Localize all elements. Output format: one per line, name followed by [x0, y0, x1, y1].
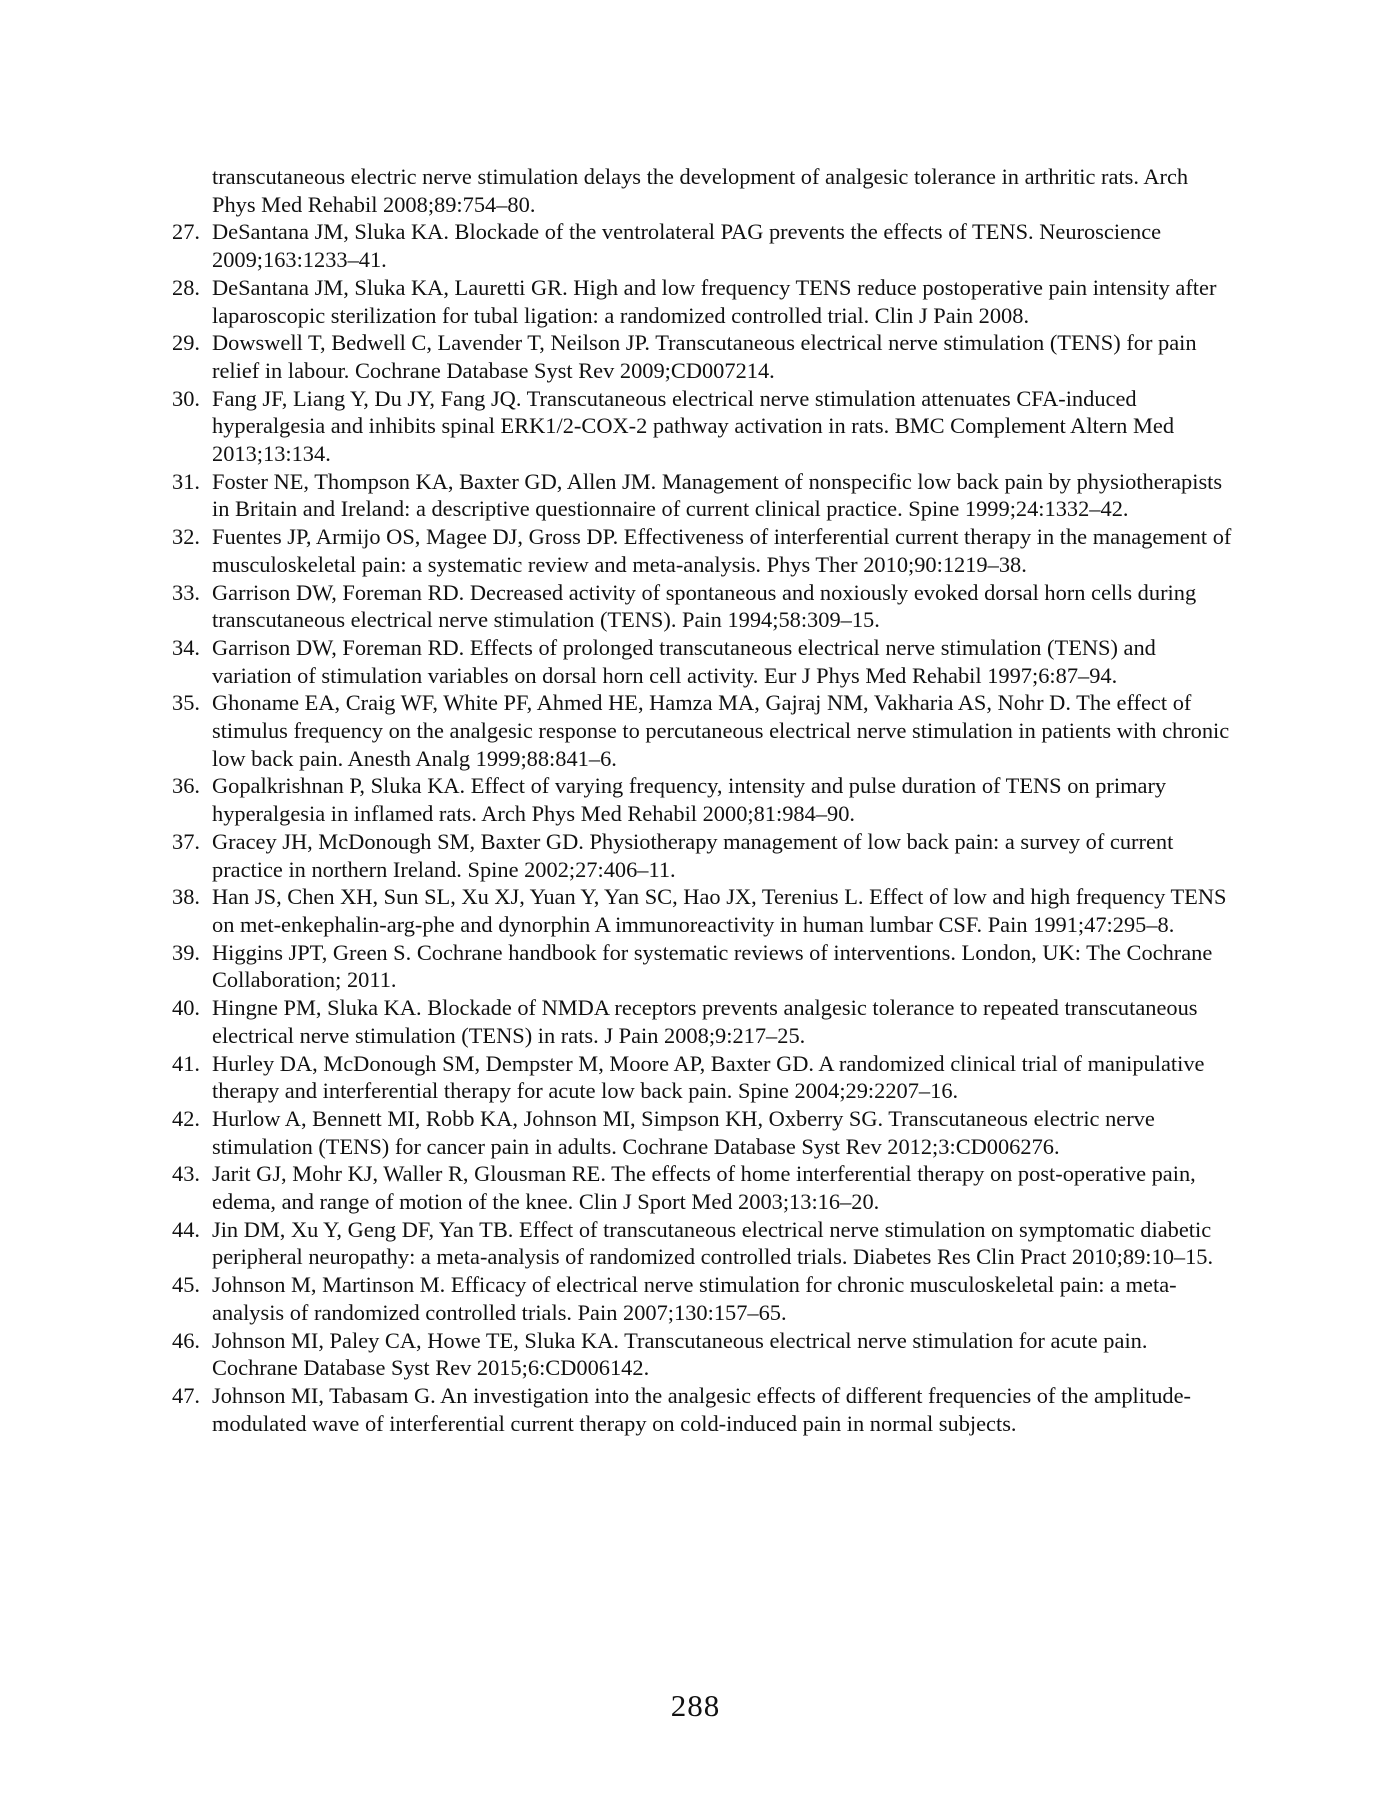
- reference-item: [172, 579, 1234, 634]
- reference-text: Fang JF, Liang Y, Du JY, Fang JQ. Transcutaneous electrical nerve stimulation attenuates CFA-induced hyperalgesia and inhibits spinal ERK1/2-COX-2 pathway activation in rats. BMC Complement Altern Med 2013;13:134.: [212, 385, 1175, 467]
- reference-item: [172, 1050, 1234, 1105]
- reference-item: [172, 274, 1234, 329]
- reference-item: [172, 1271, 1234, 1326]
- reference-number: 33.: [172, 579, 200, 605]
- reference-item: [172, 468, 1234, 523]
- reference-number: 43.: [172, 1161, 200, 1187]
- page-number: 288: [670, 1688, 721, 1723]
- reference-number: 38.: [172, 884, 200, 910]
- reference-text: Hurlow A, Bennett MI, Robb KA, Johnson MI, Simpson KH, Oxberry SG. Transcutaneous electric nerve stimulation (TENS) for cancer pain in adults. Cochrane Database Syst Rev 2012;3:CD006276.: [212, 1105, 1155, 1159]
- reference-list: [172, 163, 1234, 1437]
- reference-text: Higgins JPT, Green S. Cochrane handbook for systematic reviews of interventions. London, UK: The Cochrane Collaboration; 2011.: [212, 939, 1213, 993]
- reference-item: [172, 523, 1234, 578]
- reference-item: [172, 1160, 1234, 1215]
- reference-text: Dowswell T, Bedwell C, Lavender T, Neilson JP. Transcutaneous electrical nerve stimulation (TENS) for pain relief in labour. Cochrane Database Syst Rev 2009;CD007214.: [212, 330, 1197, 383]
- reference-text: Foster NE, Thompson KA, Baxter GD, Allen JM. Management of nonspecific low back pain by physiotherapists in Britain and Ireland: a descriptive questionnaire of current clinical practice. Spine 1999;24:1332–42.: [212, 468, 1223, 522]
- reference-number: 29.: [172, 330, 200, 356]
- reference-item: [172, 329, 1234, 384]
- reference-text: Johnson MI, Paley CA, Howe TE, Sluka KA. Transcutaneous electrical nerve stimulation for acute pain. Cochrane Database Syst Rev 2015;6:CD006142.: [212, 1327, 1148, 1381]
- reference-item: [172, 828, 1234, 883]
- reference-text: Johnson M, Martinson M. Efficacy of electrical nerve stimulation for chronic musculoskeletal pain: a meta-analysis of randomized controlled trials. Pain 2007;130:157–65.: [212, 1272, 1177, 1325]
- reference-number: 28.: [172, 274, 200, 300]
- reference-number: 45.: [172, 1272, 200, 1298]
- reference-number: 30.: [172, 385, 200, 411]
- reference-item: [172, 1382, 1234, 1437]
- reference-text: Fuentes JP, Armijo OS, Magee DJ, Gross DP. Effectiveness of interferential current therapy in the management of musculoskeletal pain: a systematic review and meta-analysis. Phys Ther 2010;90:1219–38.: [212, 524, 1232, 577]
- reference-item: [172, 1216, 1234, 1271]
- reference-item: [172, 939, 1234, 994]
- reference-number: 27.: [172, 219, 200, 245]
- reference-number: 39.: [172, 939, 200, 965]
- reference-text: Han JS, Chen XH, Sun SL, Xu XJ, Yuan Y, Yan SC, Hao JX, Terenius L. Effect of low and high frequency TENS on met-enkephalin-arg-phe and dynorphin A immunoreactivity in human lumbar CSF. Pain 1991;47:295–8.: [212, 884, 1227, 937]
- reference-number: 42.: [172, 1105, 200, 1131]
- reference-continuation: [172, 163, 1234, 218]
- reference-item: [172, 772, 1234, 827]
- reference-item: [172, 689, 1234, 772]
- reference-number: 32.: [172, 524, 200, 550]
- reference-number: 40.: [172, 995, 200, 1021]
- reference-text: Jarit GJ, Mohr KJ, Waller R, Glousman RE. The effects of home interferential therapy on post-operative pain, edema, and range of motion of the knee. Clin J Sport Med 2003;13:16–20.: [212, 1161, 1196, 1215]
- reference-number: 31.: [172, 468, 200, 494]
- reference-text: DeSantana JM, Sluka KA. Blockade of the ventrolateral PAG prevents the effects of TENS. Neuroscience 2009;163:1233–41.: [212, 219, 1162, 273]
- reference-number: 37.: [172, 828, 200, 854]
- reference-number: 46.: [172, 1327, 200, 1353]
- reference-text: DeSantana JM, Sluka KA, Lauretti GR. High and low frequency TENS reduce postoperative pain intensity after laparoscopic sterilization for tubal ligation: a randomized controlled trial. Clin J Pain 2008.: [212, 274, 1217, 328]
- reference-number: 47.: [172, 1382, 200, 1408]
- reference-text: transcutaneous electric nerve stimulation delays the development of analgesic tolerance in arthritic rats. Arch Phys Med Rehabil 2008;89:754–80.: [212, 164, 1189, 217]
- reference-text: Ghoname EA, Craig WF, White PF, Ahmed HE, Hamza MA, Gajraj NM, Vakharia AS, Nohr D. The effect of stimulus frequency on the analgesic response to percutaneous electrical nerve stimulation in patients with chronic low back pain. Anesth Analg 1999;88:841–6.: [212, 690, 1230, 771]
- reference-text: Gracey JH, McDonough SM, Baxter GD. Physiotherapy management of low back pain: a survey of current practice in northern Ireland. Spine 2002;27:406–11.: [212, 828, 1174, 882]
- reference-number: 36.: [172, 773, 200, 799]
- reference-item: [172, 1327, 1234, 1382]
- reference-item: [172, 634, 1234, 689]
- reference-text: Johnson MI, Tabasam G. An investigation into the analgesic effects of different frequencies of the amplitude-modulated wave of interferential current therapy on cold-induced pain in normal subjects.: [212, 1382, 1191, 1436]
- reference-item: [172, 1105, 1234, 1160]
- reference-item: [172, 385, 1234, 468]
- reference-number: 44.: [172, 1216, 200, 1242]
- reference-item: [172, 883, 1234, 938]
- reference-number: 41.: [172, 1050, 200, 1076]
- reference-item: [172, 994, 1234, 1049]
- reference-text: Gopalkrishnan P, Sluka KA. Effect of varying frequency, intensity and pulse duration of TENS on primary hyperalgesia in inflamed rats. Arch Phys Med Rehabil 2000;81:984–90.: [212, 773, 1167, 827]
- reference-text: Hingne PM, Sluka KA. Blockade of NMDA receptors prevents analgesic tolerance to repeated transcutaneous electrical nerve stimulation (TENS) in rats. J Pain 2008;9:217–25.: [212, 995, 1198, 1048]
- reference-item: [172, 218, 1234, 273]
- reference-number: 35.: [172, 690, 200, 716]
- reference-text: Garrison DW, Foreman RD. Effects of prolonged transcutaneous electrical nerve stimulation (TENS) and variation of stimulation variables on dorsal horn cell activity. Eur J Phys Med Rehabil 1997;6:87–94.: [212, 634, 1156, 688]
- reference-text: Garrison DW, Foreman RD. Decreased activity of spontaneous and noxiously evoked dorsal horn cells during transcutaneous electrical nerve stimulation (TENS). Pain 1994;58:309–15.: [212, 579, 1197, 633]
- reference-number: 34.: [172, 634, 200, 660]
- reference-text: Jin DM, Xu Y, Geng DF, Yan TB. Effect of transcutaneous electrical nerve stimulation on symptomatic diabetic peripheral neuropathy: a meta-analysis of randomized controlled trials. Diabetes Res Clin Pract 2010;89:10–15.: [212, 1216, 1214, 1270]
- reference-text: Hurley DA, McDonough SM, Dempster M, Moore AP, Baxter GD. A randomized clinical trial of manipulative therapy and interferential therapy for acute low back pain. Spine 2004;29:2207–16.: [212, 1050, 1205, 1104]
